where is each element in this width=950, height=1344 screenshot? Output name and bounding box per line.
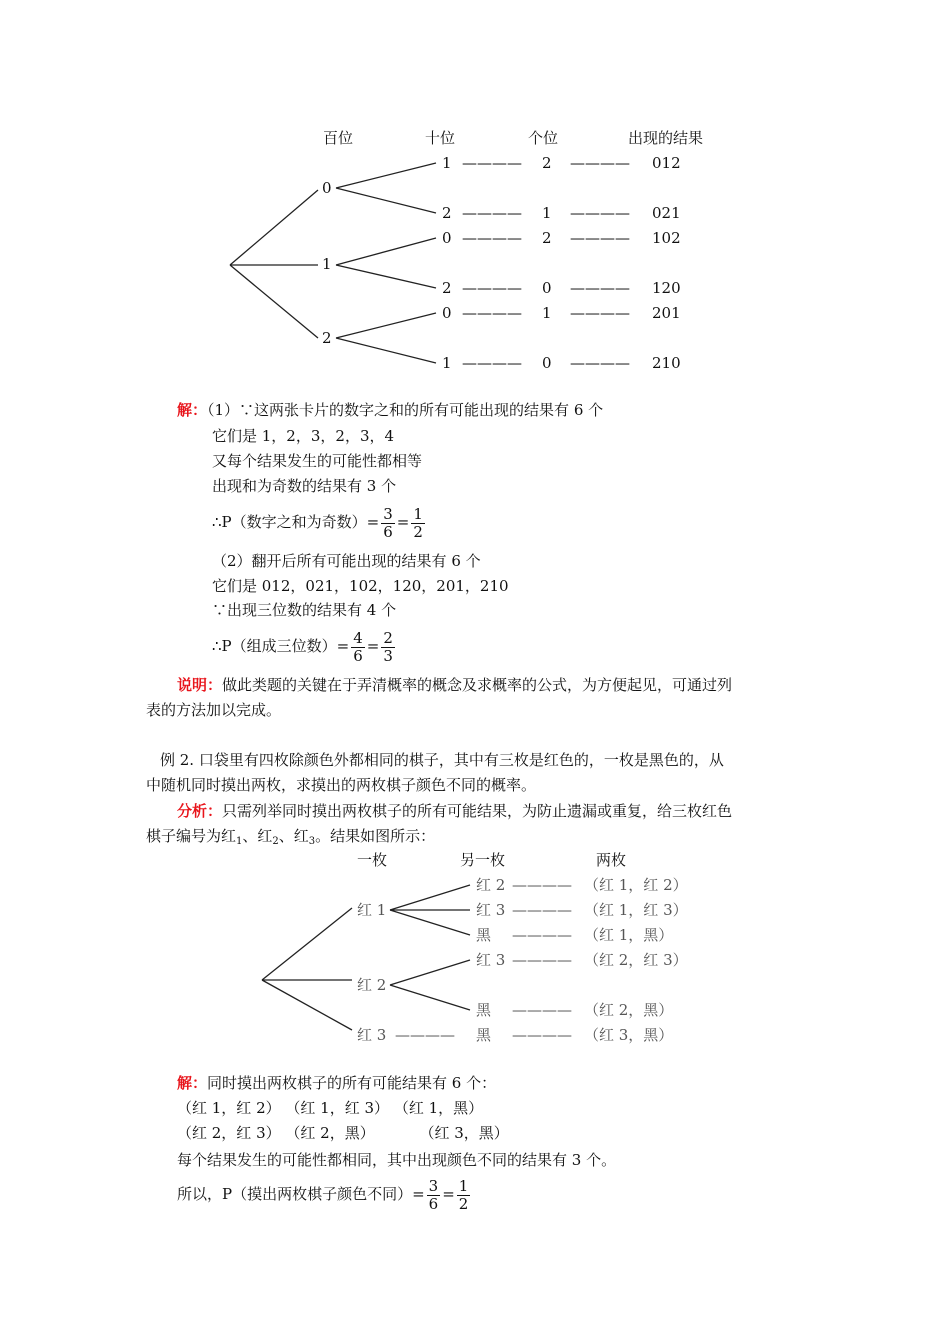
numerator: 4 <box>353 628 363 647</box>
solution1-label: 解： <box>177 401 208 419</box>
tree1-result: 201 <box>652 304 681 322</box>
tree2-header-pair: 两枚 <box>596 851 627 869</box>
tree1-dash: ———— <box>462 204 522 222</box>
note-text: 做此类题的关键在于弄清概率的概念及求概率的公式，为方便起见，可通过列 <box>222 676 733 694</box>
tree2-second: 黑 <box>476 1026 492 1044</box>
solution1-line7: 它们是 012，021，102，120，201，210 <box>212 577 509 595</box>
solution1-line8: ∵出现三位数的结果有 4 个 <box>212 601 397 619</box>
solution2-pairs-row1 <box>177 1098 483 1118</box>
solution1-line6: （2）翻开后所有可能出现的结果有 6 个 <box>212 552 481 570</box>
tree2-second: 红 3 <box>476 901 506 919</box>
solution2-pairs-row2 <box>177 1123 509 1143</box>
prob1-prefix: ∴P（数字之和为奇数）= <box>212 513 380 531</box>
tree2-first-1: 红 2 <box>357 976 387 994</box>
denominator: 2 <box>458 1194 469 1213</box>
tree1-tens: 1 <box>442 154 452 172</box>
tree1-dash: ———— <box>462 154 522 172</box>
tree2-dash: ———— <box>512 901 572 919</box>
solution1-line2: 它们是 1，2，3，2，3，4 <box>212 427 395 445</box>
numerator: 3 <box>383 504 393 523</box>
analysis-label: 分析： <box>177 802 223 820</box>
analysis-text: 、红 <box>242 827 273 845</box>
tree1-hundreds-2: 2 <box>322 329 332 347</box>
tree1-ones: 0 <box>542 354 552 372</box>
subscript: 3 <box>308 836 316 847</box>
note-label: 说明： <box>177 676 223 694</box>
tree2-dash: ———— <box>512 951 572 969</box>
tree1-tens: 0 <box>442 229 452 247</box>
example2-line2: 中随机同时摸出两枚，求摸出的两枚棋子颜色不同的概率。 <box>146 776 537 794</box>
tree2-pair: （红 1，红 3） <box>584 901 688 919</box>
solution1-text: （1）∵这两张卡片的数字之和的所有可能出现的结果有 6 个 <box>207 401 604 419</box>
tree2-pair: （红 3，黑） <box>584 1026 674 1044</box>
tree2-first-0: 红 1 <box>357 901 387 919</box>
tree2-first-2: 红 3 <box>357 1026 387 1044</box>
denominator: 6 <box>383 522 393 541</box>
tree1-ones: 2 <box>542 154 552 172</box>
tree2-pair: （红 1，黑） <box>584 926 674 944</box>
pair: （红 2，红 3） <box>177 1124 281 1142</box>
tree1-dash: ———— <box>570 304 630 322</box>
denominator: 2 <box>413 522 423 541</box>
tree1-ones: 1 <box>542 204 552 222</box>
tree2-dash: ———— <box>395 1026 455 1044</box>
analysis-text: 只需列举同时摸出两枚棋子的所有可能结果，为防止遗漏或重复，给三枚红色 <box>222 802 733 820</box>
solution2-line1 <box>177 1073 496 1093</box>
analysis-text: 。结果如图所示： <box>315 827 436 845</box>
tree1-tens: 1 <box>442 354 452 372</box>
note-line2: 表的方法加以完成。 <box>146 701 282 719</box>
prob2-prefix: ∴P（组成三位数）= <box>212 637 350 655</box>
tree1-hundreds-1: 1 <box>322 255 332 273</box>
analysis-text: 、红 <box>278 827 309 845</box>
tree2-second: 黑 <box>476 1001 492 1019</box>
tree1-result: 120 <box>652 279 681 297</box>
tree1-dash: ———— <box>462 279 522 297</box>
analysis-text: 棋子编号为红 <box>146 827 237 845</box>
tree1-result: 021 <box>652 204 681 222</box>
tree2-header-second: 另一枚 <box>460 851 506 869</box>
pair: （红 1，红 2） <box>177 1099 281 1117</box>
tree1-dash: ———— <box>462 229 522 247</box>
tree1-dash: ———— <box>462 304 522 322</box>
tree2-header-first: 一枚 <box>357 851 388 869</box>
numerator: 1 <box>413 504 423 523</box>
pair: （红 3，黑） <box>419 1124 509 1142</box>
tree1-dash: ———— <box>570 154 630 172</box>
pair: （红 1，红 3） <box>285 1099 390 1117</box>
subscript: 1 <box>236 836 243 847</box>
fraction <box>427 1178 441 1213</box>
pair: （红 2，黑） <box>285 1124 375 1142</box>
solution1-line3: 又每个结果发生的可能性都相等 <box>212 452 423 470</box>
tree1-tens: 0 <box>442 304 452 322</box>
tree1-ones: 1 <box>542 304 552 322</box>
equals: = <box>396 513 410 531</box>
tree1-dash: ———— <box>570 354 630 372</box>
numerator: 2 <box>383 628 393 647</box>
denominator: 3 <box>383 646 393 665</box>
solution2-text: 同时摸出两枚棋子的所有可能结果有 6 个： <box>207 1074 497 1092</box>
example2-line1: 例 2. 口袋里有四枚除颜色外都相同的棋子，其中有三枚是红色的，一枚是黑色的，从 <box>160 751 724 769</box>
denominator: 6 <box>353 646 363 665</box>
tree1-header-hundreds: 百位 <box>323 129 354 147</box>
tree2-second: 红 2 <box>476 876 506 894</box>
tree2-dash: ———— <box>512 876 572 894</box>
equals: = <box>366 637 380 655</box>
solution2-line4: 每个结果发生的可能性都相同，其中出现颜色不同的结果有 3 个。 <box>177 1151 617 1169</box>
tree1-header-ones: 个位 <box>528 129 559 147</box>
tree1-ones: 2 <box>542 229 552 247</box>
tree2-pair: （红 2，红 3） <box>584 951 688 969</box>
tree1-header-result: 出现的结果 <box>628 129 704 147</box>
tree1-dash: ———— <box>570 279 630 297</box>
tree1-header-tens: 十位 <box>425 129 456 147</box>
tree1-dash: ———— <box>570 229 630 247</box>
fraction <box>457 1178 471 1213</box>
tree1-dash: ———— <box>462 354 522 372</box>
tree2-pair: （红 2，黑） <box>584 1001 674 1019</box>
tree1-tens: 2 <box>442 279 452 297</box>
tree1-result: 102 <box>652 229 681 247</box>
tree2-second: 红 3 <box>476 951 506 969</box>
tree2-pair: （红 1，红 2） <box>584 876 688 894</box>
prob-prefix: 所以，P（摸出两枚棋子颜色不同）= <box>177 1185 425 1203</box>
tree2-dash: ———— <box>512 926 572 944</box>
solution2-label: 解： <box>177 1074 208 1092</box>
solution1-line4: 出现和为奇数的结果有 3 个 <box>212 477 397 495</box>
tree2-second: 黑 <box>476 926 492 944</box>
tree1-result: 012 <box>652 154 681 172</box>
numerator: 1 <box>458 1176 469 1195</box>
tree1-tens: 2 <box>442 204 452 222</box>
tree1-dash: ———— <box>570 204 630 222</box>
numerator: 3 <box>428 1176 439 1195</box>
pair: （红 1，黑） <box>393 1099 484 1117</box>
equals: = <box>442 1185 455 1203</box>
tree1-ones: 0 <box>542 279 552 297</box>
tree2-dash: ———— <box>512 1001 572 1019</box>
denominator: 6 <box>428 1194 439 1213</box>
solution2-prob <box>177 1175 472 1213</box>
subscript: 2 <box>272 836 279 847</box>
tree1-hundreds-0: 0 <box>322 179 332 197</box>
tree2-dash: ———— <box>512 1026 572 1044</box>
tree1-result: 210 <box>652 354 681 372</box>
